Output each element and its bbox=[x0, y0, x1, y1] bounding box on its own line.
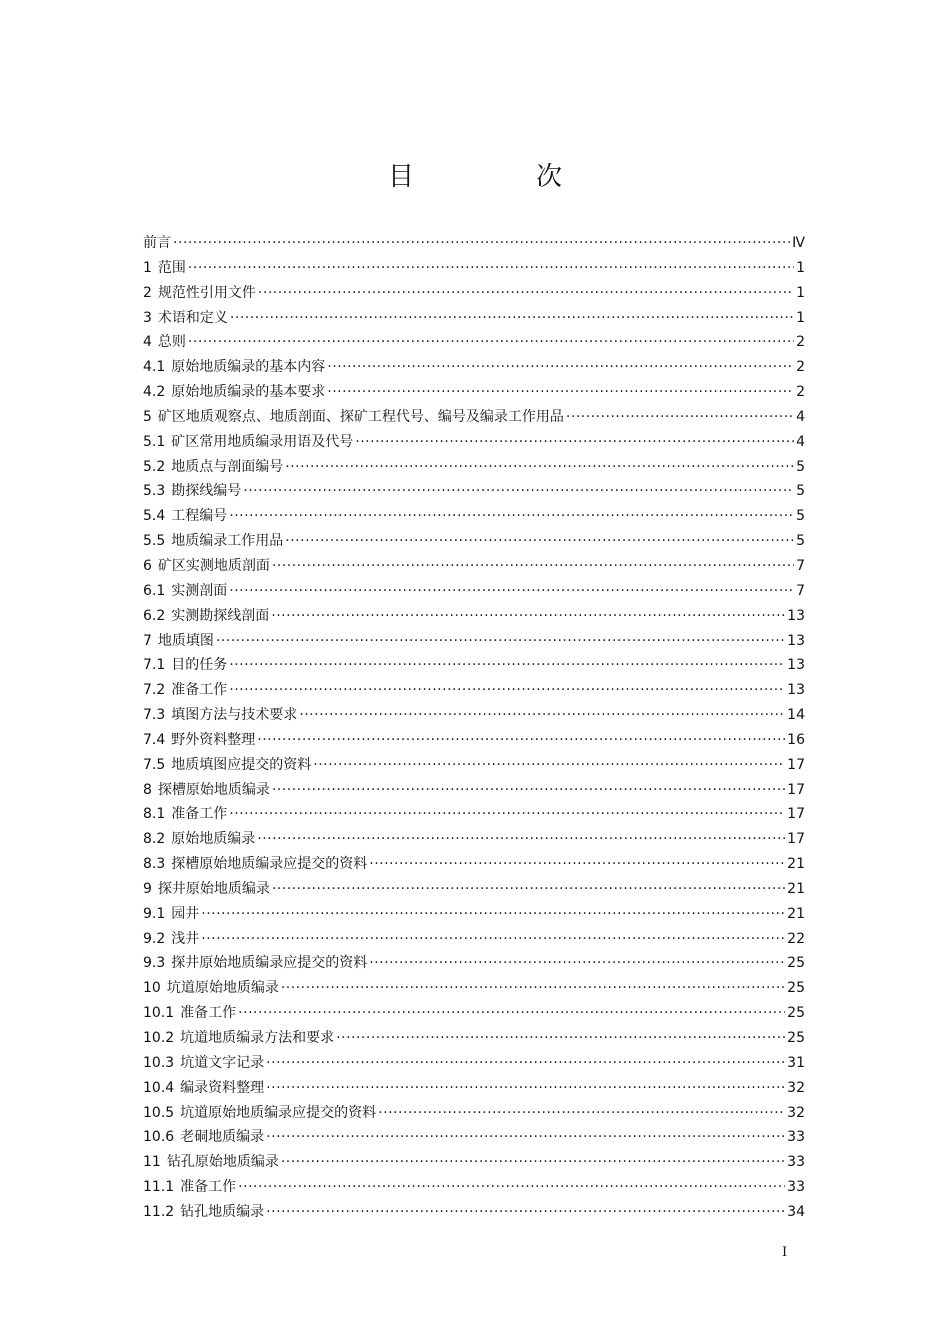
toc-entry[interactable] bbox=[143, 380, 805, 405]
toc-entry-title: 矿区实测地质剖面 bbox=[157, 557, 270, 574]
toc-entry-title: 实测勘探线剖面 bbox=[171, 607, 270, 624]
toc-entry-number: 8.3 bbox=[143, 856, 166, 873]
toc-dot-leader bbox=[257, 827, 785, 851]
toc-entry[interactable] bbox=[143, 1150, 805, 1175]
toc-entry[interactable] bbox=[143, 1026, 805, 1051]
toc-dot-leader bbox=[369, 852, 785, 876]
toc-entry-title: 填图方法与技术要求 bbox=[171, 707, 298, 724]
toc-entry[interactable] bbox=[143, 827, 805, 852]
toc-entry-number: 9.2 bbox=[143, 930, 166, 947]
toc-entry-title: 原始地质编录的基本内容 bbox=[171, 359, 326, 376]
toc-entry-number: 4 bbox=[143, 334, 152, 351]
toc-dot-leader bbox=[327, 355, 794, 379]
toc-entry-title: 老硐地质编录 bbox=[180, 1129, 265, 1146]
toc-entry[interactable] bbox=[143, 579, 805, 604]
toc-entry-number: 9.1 bbox=[143, 905, 166, 922]
toc-dot-leader bbox=[271, 604, 785, 628]
toc-entry-page: 7 bbox=[796, 582, 805, 599]
toc-entry-page: 1 bbox=[796, 284, 805, 301]
toc-entry[interactable] bbox=[143, 852, 805, 877]
toc-entry-number: 10.6 bbox=[143, 1129, 175, 1146]
toc-entry[interactable] bbox=[143, 529, 805, 554]
toc-entry[interactable] bbox=[143, 554, 805, 579]
toc-entry[interactable] bbox=[143, 753, 805, 778]
toc-entry-page: 25 bbox=[787, 1005, 805, 1022]
toc-entry-number: 11.1 bbox=[143, 1179, 175, 1196]
toc-entry-title: 钻孔地质编录 bbox=[180, 1203, 265, 1220]
toc-dot-leader bbox=[230, 306, 794, 330]
toc-dot-leader bbox=[327, 380, 794, 404]
toc-entry-number: 6.2 bbox=[143, 607, 166, 624]
toc-entry-title: 坑道原始地质编录 bbox=[166, 980, 279, 997]
toc-entry-title: 准备工作 bbox=[171, 806, 228, 823]
toc-entry-page: 33 bbox=[787, 1179, 805, 1196]
toc-entry-page: 34 bbox=[787, 1203, 805, 1220]
toc-dot-leader bbox=[243, 479, 794, 503]
toc-dot-leader bbox=[299, 703, 785, 727]
toc-entry-title: 探槽原始地质编录 bbox=[157, 781, 270, 798]
toc-entry-page: 16 bbox=[787, 731, 805, 748]
toc-entry-number: 8.1 bbox=[143, 806, 166, 823]
toc-entry[interactable] bbox=[143, 355, 805, 380]
toc-entry-page: 4 bbox=[796, 433, 805, 450]
toc-entry[interactable] bbox=[143, 604, 805, 629]
toc-entry-page: 1 bbox=[796, 309, 805, 326]
toc-entry[interactable] bbox=[143, 330, 805, 355]
toc-entry-title: 探槽原始地质编录应提交的资料 bbox=[171, 856, 368, 873]
toc-entry[interactable] bbox=[143, 902, 805, 927]
toc-entry[interactable] bbox=[143, 1101, 805, 1126]
toc-dot-leader bbox=[258, 281, 794, 305]
toc-entry-number: 8 bbox=[143, 781, 152, 798]
toc-dot-leader bbox=[266, 1076, 785, 1100]
toc-dot-leader bbox=[281, 1150, 785, 1174]
toc-entry-page: 13 bbox=[787, 607, 805, 624]
toc-entry-title: 前言 bbox=[143, 235, 171, 251]
toc-entry-title: 探井原始地质编录应提交的资料 bbox=[171, 955, 368, 972]
toc-entry-page: 25 bbox=[787, 1030, 805, 1046]
toc-entry-number: 11.2 bbox=[143, 1203, 175, 1220]
toc-entry-page: 2 bbox=[796, 384, 805, 401]
toc-entry[interactable] bbox=[143, 1175, 805, 1200]
toc-entry-title: 原始地质编录的基本要求 bbox=[171, 384, 326, 401]
toc-entry-number: 9.3 bbox=[143, 955, 166, 972]
toc-entry-number: 3 bbox=[143, 309, 152, 326]
toc-dot-leader bbox=[216, 629, 785, 653]
toc-dot-leader bbox=[281, 976, 785, 1000]
toc-entry-page: 7 bbox=[796, 557, 805, 574]
toc-entry-title: 矿区地质观察点、地质剖面、探矿工程代号、编号及编录工作用品 bbox=[157, 408, 564, 425]
toc-entry-title: 规范性引用文件 bbox=[157, 284, 256, 301]
toc-entry-page: 14 bbox=[787, 707, 805, 724]
toc-entry-number: 7.2 bbox=[143, 682, 166, 699]
toc-entry[interactable] bbox=[143, 1076, 805, 1101]
toc-entry[interactable] bbox=[143, 455, 805, 480]
toc-entry-page: 21 bbox=[787, 856, 805, 873]
toc-entry-page: 13 bbox=[787, 682, 805, 699]
toc-entry[interactable] bbox=[143, 405, 805, 430]
toc-entry-number: 11 bbox=[143, 1154, 161, 1171]
toc-entry-page: 13 bbox=[787, 632, 805, 649]
toc-dot-leader bbox=[188, 330, 794, 354]
toc-entry-title: 勘探线编号 bbox=[171, 483, 242, 500]
toc-dot-leader bbox=[266, 1051, 785, 1075]
toc-entry[interactable] bbox=[143, 256, 805, 281]
toc-entry-number: 4.2 bbox=[143, 384, 166, 401]
toc-entry-title: 工程编号 bbox=[171, 508, 228, 525]
toc-entry-number: 7.3 bbox=[143, 707, 166, 724]
table-of-contents bbox=[143, 231, 805, 1225]
toc-entry-title: 坑道地质编录方法和要求 bbox=[180, 1030, 335, 1046]
toc-entry-page: 17 bbox=[787, 756, 805, 773]
toc-entry-title: 准备工作 bbox=[180, 1005, 237, 1022]
page-number: I bbox=[782, 1245, 788, 1260]
toc-entry-number: 10.2 bbox=[143, 1030, 175, 1046]
toc-entry-number: 6.1 bbox=[143, 582, 166, 599]
toc-entry-number: 5.2 bbox=[143, 458, 166, 475]
toc-entry[interactable] bbox=[143, 877, 805, 902]
toc-entry-title: 园井 bbox=[171, 905, 200, 922]
toc-entry-title: 原始地质编录 bbox=[171, 831, 256, 848]
toc-entry-title: 地质编录工作用品 bbox=[171, 533, 284, 550]
toc-dot-leader bbox=[369, 951, 785, 975]
toc-entry-number: 5.5 bbox=[143, 533, 166, 550]
toc-entry-page: 32 bbox=[787, 1079, 805, 1096]
toc-entry-number: 1 bbox=[143, 259, 152, 276]
toc-entry-number: 7.1 bbox=[143, 657, 166, 674]
toc-dot-leader bbox=[266, 1200, 785, 1224]
toc-entry-page: 5 bbox=[796, 483, 805, 500]
toc-dot-leader bbox=[272, 877, 785, 901]
toc-entry-title: 实测剖面 bbox=[171, 582, 228, 599]
toc-entry[interactable] bbox=[143, 927, 805, 952]
toc-entry[interactable] bbox=[143, 479, 805, 504]
toc-dot-leader bbox=[201, 902, 785, 926]
toc-entry-page: 17 bbox=[787, 806, 805, 823]
toc-entry-page: 22 bbox=[787, 930, 805, 947]
toc-entry-page: 2 bbox=[796, 359, 805, 376]
toc-entry-title: 浅井 bbox=[171, 930, 200, 947]
toc-entry[interactable] bbox=[143, 281, 805, 306]
toc-entry-page: 21 bbox=[787, 905, 805, 922]
toc-dot-leader bbox=[355, 430, 794, 454]
toc-entry[interactable] bbox=[143, 951, 805, 976]
toc-entry-number: 10 bbox=[143, 980, 161, 997]
toc-dot-leader bbox=[229, 678, 785, 702]
toc-entry-page: 33 bbox=[787, 1154, 805, 1171]
toc-entry-number: 5.1 bbox=[143, 433, 166, 450]
toc-entry-number: 5.3 bbox=[143, 483, 166, 500]
toc-entry-title: 野外资料整理 bbox=[171, 731, 256, 748]
toc-dot-leader bbox=[285, 455, 794, 479]
toc-entry-number: 8.2 bbox=[143, 831, 166, 848]
toc-dot-leader bbox=[566, 405, 794, 429]
toc-entry[interactable] bbox=[143, 778, 805, 803]
toc-entry-title: 坑道文字记录 bbox=[180, 1054, 265, 1071]
toc-dot-leader bbox=[238, 1001, 785, 1025]
toc-dot-leader bbox=[173, 231, 790, 255]
toc-entry[interactable] bbox=[143, 430, 805, 455]
toc-entry-page: 33 bbox=[787, 1129, 805, 1146]
toc-dot-leader bbox=[229, 579, 794, 603]
toc-dot-leader bbox=[229, 653, 785, 677]
toc-entry-number: 4.1 bbox=[143, 359, 166, 376]
toc-entry-number: 9 bbox=[143, 880, 152, 897]
toc-entry-title: 总则 bbox=[157, 334, 186, 351]
toc-entry-title: 编录资料整理 bbox=[180, 1079, 265, 1096]
toc-entry[interactable] bbox=[143, 703, 805, 728]
toc-dot-leader bbox=[201, 927, 785, 951]
toc-entry-title: 坑道原始地质编录应提交的资料 bbox=[180, 1104, 377, 1121]
toc-dot-leader bbox=[378, 1101, 785, 1125]
toc-entry-title: 准备工作 bbox=[180, 1179, 237, 1196]
toc-entry-page: 5 bbox=[796, 533, 805, 550]
toc-entry-number: 10.4 bbox=[143, 1079, 175, 1096]
toc-dot-leader bbox=[257, 728, 785, 752]
toc-entry-title: 地质点与剖面编号 bbox=[171, 458, 284, 475]
toc-entry-number: 6 bbox=[143, 557, 152, 574]
toc-entry-page: 2 bbox=[796, 334, 805, 351]
toc-entry-page: Ⅳ bbox=[792, 235, 805, 251]
toc-entry[interactable] bbox=[143, 728, 805, 753]
toc-entry-title: 矿区常用地质编录用语及代号 bbox=[171, 433, 354, 450]
toc-dot-leader bbox=[229, 802, 785, 826]
toc-entry-page: 5 bbox=[796, 458, 805, 475]
toc-entry-page: 4 bbox=[796, 408, 805, 425]
toc-entry-number: 10.1 bbox=[143, 1005, 175, 1022]
toc-entry-page: 17 bbox=[787, 831, 805, 848]
toc-dot-leader bbox=[313, 753, 785, 777]
toc-dot-leader bbox=[238, 1175, 785, 1199]
toc-entry[interactable] bbox=[143, 1001, 805, 1026]
page-title: 目 次 bbox=[387, 162, 610, 192]
toc-entry[interactable] bbox=[143, 678, 805, 703]
toc-entry-title: 探井原始地质编录 bbox=[157, 880, 270, 897]
toc-dot-leader bbox=[266, 1125, 785, 1149]
toc-entry-number: 10.5 bbox=[143, 1104, 175, 1121]
toc-entry-number: 5 bbox=[143, 408, 152, 425]
toc-dot-leader bbox=[272, 778, 785, 802]
toc-dot-leader bbox=[285, 529, 794, 553]
toc-dot-leader bbox=[188, 256, 794, 280]
toc-entry-number: 7.4 bbox=[143, 731, 166, 748]
toc-entry-number: 7.5 bbox=[143, 756, 166, 773]
toc-entry[interactable] bbox=[143, 1125, 805, 1150]
toc-dot-leader bbox=[336, 1026, 785, 1050]
toc-entry[interactable] bbox=[143, 231, 805, 256]
toc-entry[interactable] bbox=[143, 802, 805, 827]
toc-entry-page: 1 bbox=[796, 259, 805, 276]
toc-entry-title: 目的任务 bbox=[171, 657, 228, 674]
toc-entry-number: 2 bbox=[143, 284, 152, 301]
toc-entry-page: 25 bbox=[787, 980, 805, 997]
toc-entry-page: 17 bbox=[787, 781, 805, 798]
toc-dot-leader bbox=[272, 554, 794, 578]
toc-entry-number: 7 bbox=[143, 632, 152, 649]
toc-entry[interactable] bbox=[143, 976, 805, 1001]
toc-entry-number: 10.3 bbox=[143, 1054, 175, 1071]
toc-entry[interactable] bbox=[143, 306, 805, 331]
toc-entry-title: 准备工作 bbox=[171, 682, 228, 699]
toc-entry-page: 32 bbox=[787, 1104, 805, 1121]
toc-entry[interactable] bbox=[143, 1200, 805, 1225]
toc-entry-page: 25 bbox=[787, 955, 805, 972]
toc-entry[interactable] bbox=[143, 653, 805, 678]
toc-entry[interactable] bbox=[143, 1051, 805, 1076]
toc-entry[interactable] bbox=[143, 504, 805, 529]
toc-entry-page: 31 bbox=[787, 1054, 805, 1071]
toc-entry-page: 21 bbox=[787, 880, 805, 897]
toc-entry-page: 13 bbox=[787, 657, 805, 674]
toc-entry-title: 钻孔原始地质编录 bbox=[166, 1154, 279, 1171]
toc-entry-number: 5.4 bbox=[143, 508, 166, 525]
toc-entry[interactable] bbox=[143, 629, 805, 654]
toc-entry-title: 地质填图应提交的资料 bbox=[171, 756, 312, 773]
toc-entry-page: 5 bbox=[796, 508, 805, 525]
toc-dot-leader bbox=[229, 504, 794, 528]
toc-entry-title: 地质填图 bbox=[157, 632, 214, 649]
toc-entry-title: 术语和定义 bbox=[157, 309, 228, 326]
toc-entry-title: 范围 bbox=[157, 259, 186, 276]
